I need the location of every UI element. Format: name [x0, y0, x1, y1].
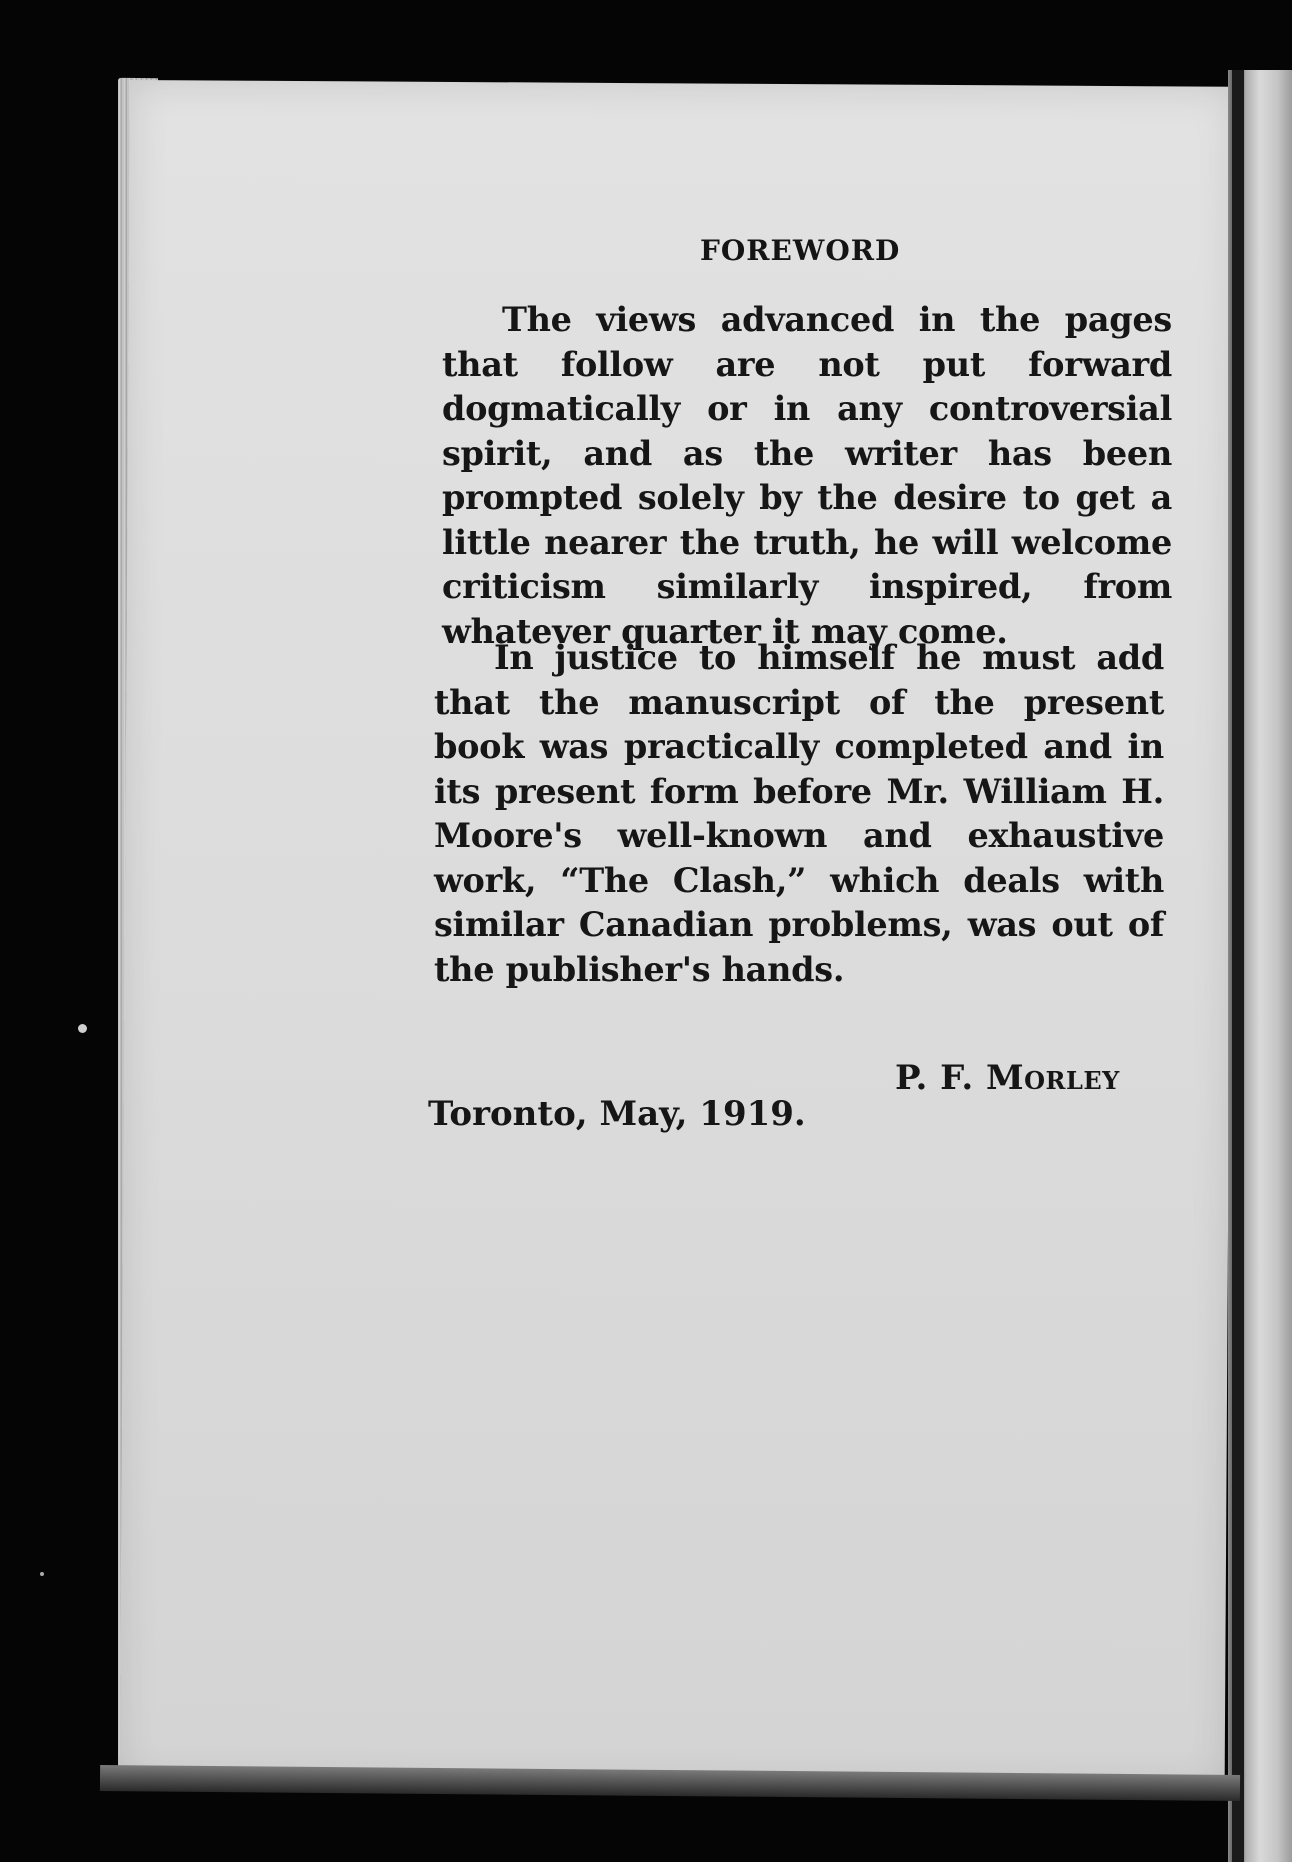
foreword-paragraph-2: In justice to himself he must add that the manuscript of the present book was practically completed and in its present form before Mr. William H. Moore's well-known and exhaustive work, “The Clash,” which deals with similar Canadian problems, was out of the publisher's hands. [434, 638, 1164, 989]
gutter-shadow [1232, 70, 1244, 1862]
place-and-date: Toronto, May, 1919. [428, 1094, 806, 1134]
scan-speck [78, 1024, 87, 1033]
author-signature: P. F. Morley [895, 1058, 1120, 1098]
scan-speck [40, 1572, 44, 1576]
foreword-paragraph-1: The views advanced in the pages that follow are not put forward dogmatically or in any controversial spirit, and as the writer has been prompted solely by the desire to get a little nearer the truth, he will welcome criticism similarly inspired, from whatever quarter it may come. [442, 300, 1172, 651]
foreword-heading: FOREWORD [700, 234, 901, 267]
